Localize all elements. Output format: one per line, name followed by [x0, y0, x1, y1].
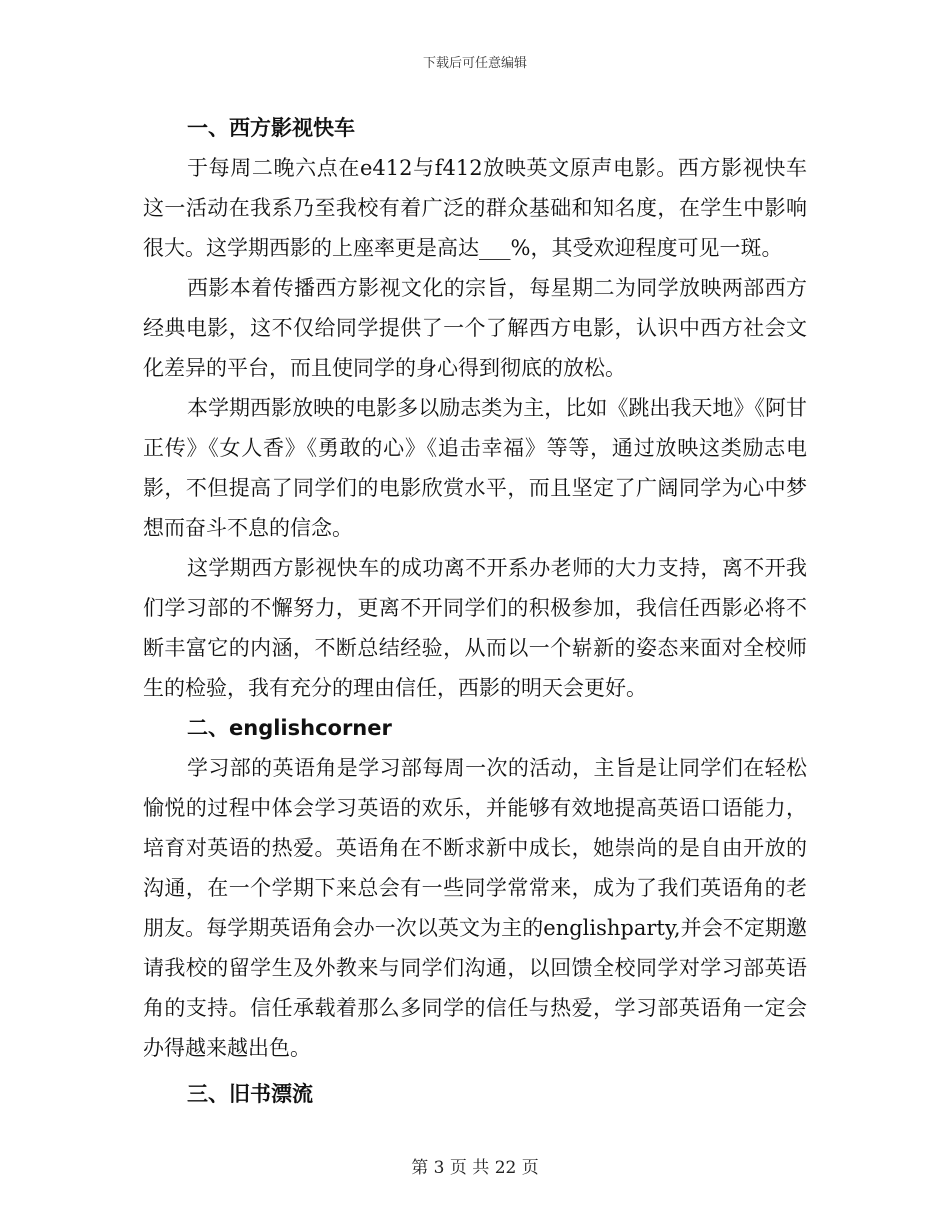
page-footer: 第 3 页 共 22 页 [411, 1158, 539, 1178]
paragraph: 于每周二晚六点在e412与f412放映英文原声电影。西方影视快车这一活动在我系乃至我校有着广泛的群众基础和知名度，在学生中影响很大。这学期西影的上座率更是高达___%，其受欢迎程度可见一斑。 [143, 156, 807, 260]
page-header: 下载后可任意编辑 [422, 56, 527, 71]
paragraph: 本学期西影放映的电影多以励志类为主，比如《跳出我天地》《阿甘正传》《女人香》《勇敢的心》《追击幸福》等等，通过放映这类励志电影，不但提高了同学们的电影欣赏水平，而且坚定了广阔同学为心中梦想而奋斗不息的信念。 [143, 396, 807, 540]
paragraph: 西影本着传播西方影视文化的宗旨，每星期二为同学放映两部西方经典电影，这不仅给同学提供了一个了解西方电影，认识中西方社会文化差异的平台，而且使同学的身心得到彻底的放松。 [143, 276, 807, 380]
document-body [143, 108, 807, 1114]
section-heading-english-corner: 二、englishcorner [187, 716, 392, 740]
paragraph: 学习部的英语角是学习部每周一次的活动，主旨是让同学们在轻松愉悦的过程中体会学习英语的欢乐，并能够有效地提高英语口语能力，培育对英语的热爱。英语角在不断求新中成长，她崇尚的是自由开放的沟通，在一个学期下来总会有一些同学常常来，成为了我们英语角的老朋友。每学期英语角会办一次以英文为主的englishparty,并会不定期邀请我校的留学生及外教来与同学们沟通，以回馈全校同学对学习部英语角的支持。信任承载着那么多同学的信任与热爱，学习部英语角一定会办得越来越出色。 [143, 756, 807, 1060]
section-heading-book-drift: 三、旧书漂流 [187, 1082, 313, 1106]
section-heading-western-film: 一、西方影视快车 [187, 116, 355, 140]
paragraph: 这学期西方影视快车的成功离不开系办老师的大力支持，离不开我们学习部的不懈努力，更离不开同学们的积极参加，我信任西影必将不断丰富它的内涵，不断总结经验，从而以一个崭新的姿态来面对全校师生的检验，我有充分的理由信任，西影的明天会更好。 [143, 556, 807, 700]
